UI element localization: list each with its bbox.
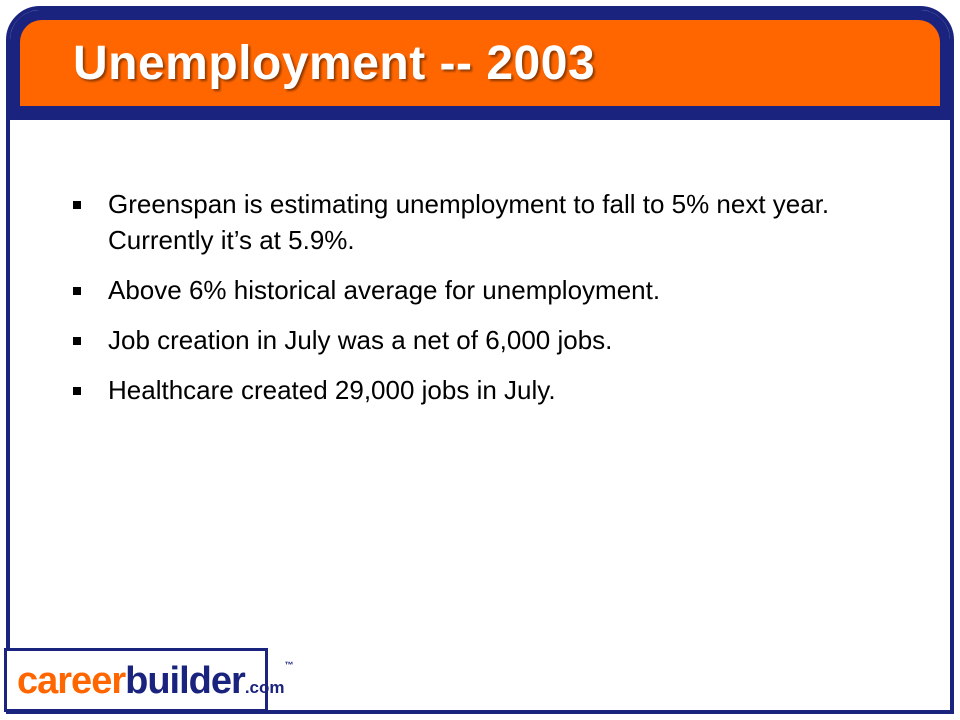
logo-career-text: career [17, 660, 126, 702]
bullet-item [68, 372, 868, 408]
bullet-square-icon [73, 387, 81, 395]
bullet-item [68, 272, 868, 308]
careerbuilder-logo [4, 648, 294, 712]
logo-trademark: ™ [284, 660, 294, 670]
bullet-text: Greenspan is estimating unemployment to fall to 5% next year. Currently it’s at 5.9%. [108, 189, 830, 255]
bullet-text: Above 6% historical average for unemployment. [108, 275, 661, 305]
bullet-square-icon [73, 287, 81, 295]
title-bar [10, 10, 950, 120]
logo-builder-text: builder [125, 660, 245, 702]
bullet-item [68, 322, 868, 358]
bullet-item [68, 186, 868, 258]
slide-title: Unemployment -- 2003 [73, 37, 596, 90]
bullet-text: Job creation in July was a net of 6,000 jobs. [108, 325, 613, 355]
title-banner [20, 20, 940, 106]
bullet-square-icon [73, 201, 81, 209]
bullet-text: Healthcare created 29,000 jobs in July. [108, 375, 556, 405]
logo-wordmark [17, 660, 294, 703]
logo-com-text: .com [244, 678, 285, 697]
bullet-list [68, 186, 868, 422]
slide-frame [6, 6, 954, 714]
bullet-square-icon [73, 337, 81, 345]
